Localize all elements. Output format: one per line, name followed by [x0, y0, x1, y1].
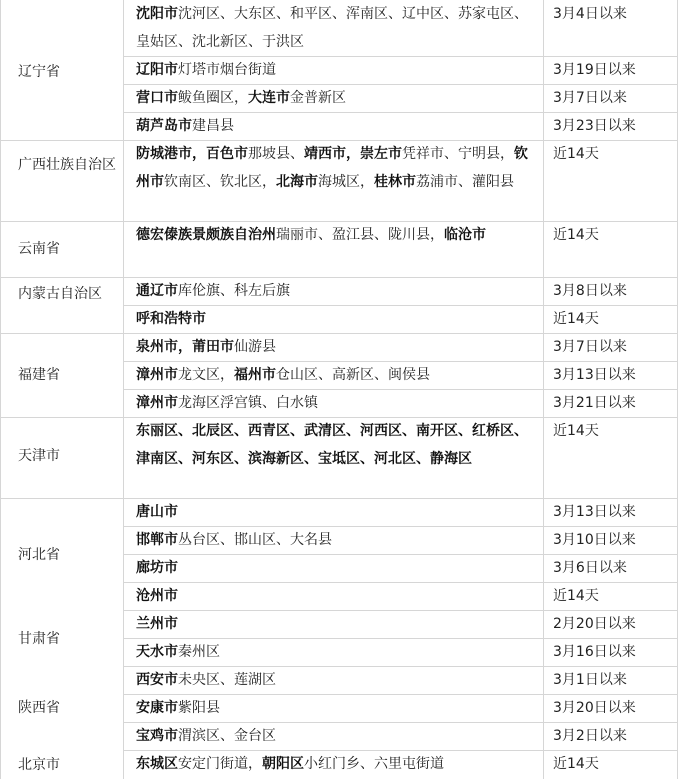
province-cell: 北京市	[18, 757, 60, 773]
district-list: 金普新区	[290, 90, 346, 106]
district-list: 小红门乡、六里屯街道	[304, 756, 444, 772]
area-cell	[136, 498, 536, 526]
time-cell: 3月20日以来	[553, 700, 636, 716]
city-name: 呼和浩特市	[136, 311, 206, 327]
area-cell	[136, 112, 536, 140]
city-name: 安康市	[136, 700, 178, 716]
province-cell: 天津市	[18, 448, 60, 464]
time-cell: 3月7日以来	[553, 339, 627, 355]
province-cell: 内蒙古自治区	[18, 286, 102, 302]
city-name: 漳州市	[136, 395, 178, 411]
time-cell: 3月7日以来	[553, 90, 627, 106]
area-cell	[136, 221, 536, 249]
city-name: 兰州市	[136, 616, 178, 632]
time-cell: 近14天	[553, 588, 599, 604]
area-cell	[136, 140, 536, 196]
city-name: 通辽市	[136, 283, 178, 299]
area-cell	[136, 0, 536, 56]
district-list: 建昌县	[192, 118, 234, 134]
area-cell	[136, 722, 536, 750]
city-name: 靖西市，	[304, 146, 360, 162]
district-list: 龙文区，	[178, 367, 234, 383]
city-name: 辽阳市	[136, 62, 178, 78]
district-list: 库伦旗、科左后旗	[178, 283, 290, 299]
province-cell: 陕西省	[18, 700, 60, 716]
district-list: 安定门街道，	[178, 756, 262, 772]
time-cell: 3月21日以来	[553, 395, 636, 411]
province-cell: 河北省	[18, 547, 60, 563]
time-cell: 近14天	[553, 146, 599, 162]
area-cell	[136, 389, 536, 417]
area-cell	[136, 750, 536, 778]
district-list: 丛台区、邯山区、大名县	[178, 532, 332, 548]
area-cell	[136, 582, 536, 610]
city-name: 天水市	[136, 644, 178, 660]
district-list: 钦南区、钦北区，	[164, 174, 276, 190]
district-list: 渭滨区、金台区	[178, 728, 276, 744]
area-cell	[136, 277, 536, 305]
district-list: 凭祥市、宁明县，	[402, 146, 514, 162]
city-name: 北海市	[276, 174, 318, 190]
time-cell: 3月13日以来	[553, 504, 636, 520]
city-name: 大连市	[248, 90, 290, 106]
area-cell	[136, 610, 536, 638]
district-list: 龙海区浮宫镇、白水镇	[178, 395, 318, 411]
time-cell: 3月2日以来	[553, 728, 627, 744]
city-name: 沈阳市	[136, 6, 178, 22]
district-list: 未央区、莲湖区	[178, 672, 276, 688]
area-cell	[136, 56, 536, 84]
district-list: 秦州区	[178, 644, 220, 660]
city-name: 桂林市	[374, 174, 416, 190]
province-cell: 甘肃省	[18, 631, 60, 647]
time-cell: 3月19日以来	[553, 62, 636, 78]
city-name: 福州市	[234, 367, 276, 383]
border-left	[0, 0, 1, 779]
district-list: 灯塔市烟台街道	[178, 62, 276, 78]
area-cell	[136, 526, 536, 554]
city-name: 泉州市，莆田市	[136, 339, 234, 355]
city-name: 宝鸡市	[136, 728, 178, 744]
area-cell	[136, 333, 536, 361]
time-cell: 近14天	[553, 311, 599, 327]
time-cell: 近14天	[553, 423, 599, 439]
city-name: 防城港市，	[136, 146, 206, 162]
city-name: 葫芦岛市	[136, 118, 192, 134]
province-cell: 福建省	[18, 367, 60, 383]
time-cell: 3月23日以来	[553, 118, 636, 134]
time-cell: 3月8日以来	[553, 283, 627, 299]
city-name: 东丽区、北辰区、西青区、武清区、河西区、南开区、红桥区、津南区、河东区、滨海新区、宝坻区、河北区、静海区	[136, 423, 528, 467]
city-name: 唐山市	[136, 504, 178, 520]
province-cell: 辽宁省	[18, 64, 60, 80]
district-list: 瑞丽市、盈江县、陇川县，	[276, 227, 444, 243]
area-cell	[136, 554, 536, 582]
city-name: 廊坊市	[136, 560, 178, 576]
city-name: 西安市	[136, 672, 178, 688]
city-name: 临沧市	[444, 227, 486, 243]
time-cell: 2月20日以来	[553, 616, 636, 632]
city-name: 崇左市	[360, 146, 402, 162]
time-cell: 3月16日以来	[553, 644, 636, 660]
city-name: 钦州市	[136, 146, 528, 190]
area-cell	[136, 361, 536, 389]
district-list: 鲅鱼圈区，	[178, 90, 248, 106]
time-cell: 3月6日以来	[553, 560, 627, 576]
district-list: 荔浦市、灌阳县	[416, 174, 514, 190]
district-list: 沈河区、大东区、和平区、浑南区、辽中区、苏家屯区、皇姑区、沈北新区、于洪区	[136, 6, 528, 50]
city-name: 东城区	[136, 756, 178, 772]
area-cell	[136, 666, 536, 694]
city-name: 营口市	[136, 90, 178, 106]
city-name: 德宏傣族景颇族自治州	[136, 227, 276, 243]
district-list: 仙游县	[234, 339, 276, 355]
time-cell: 3月4日以来	[553, 6, 627, 22]
area-cell	[136, 84, 536, 112]
city-name: 邯郸市	[136, 532, 178, 548]
district-list: 仓山区、高新区、闽侯县	[276, 367, 430, 383]
district-list: 那坡县、	[248, 146, 304, 162]
city-name: 朝阳区	[262, 756, 304, 772]
city-name: 百色市	[206, 146, 248, 162]
province-cell: 广西壮族自治区	[18, 157, 116, 173]
area-cell	[136, 694, 536, 722]
time-cell: 3月10日以来	[553, 532, 636, 548]
time-cell: 近14天	[553, 756, 599, 772]
time-cell: 3月13日以来	[553, 367, 636, 383]
district-list: 海城区，	[318, 174, 374, 190]
city-name: 沧州市	[136, 588, 178, 604]
district-list: 紫阳县	[178, 700, 220, 716]
time-cell: 3月1日以来	[553, 672, 627, 688]
time-cell: 近14天	[553, 227, 599, 243]
city-name: 漳州市	[136, 367, 178, 383]
area-cell	[136, 417, 536, 473]
province-cell: 云南省	[18, 241, 60, 257]
area-cell	[136, 638, 536, 666]
area-cell	[136, 305, 536, 333]
